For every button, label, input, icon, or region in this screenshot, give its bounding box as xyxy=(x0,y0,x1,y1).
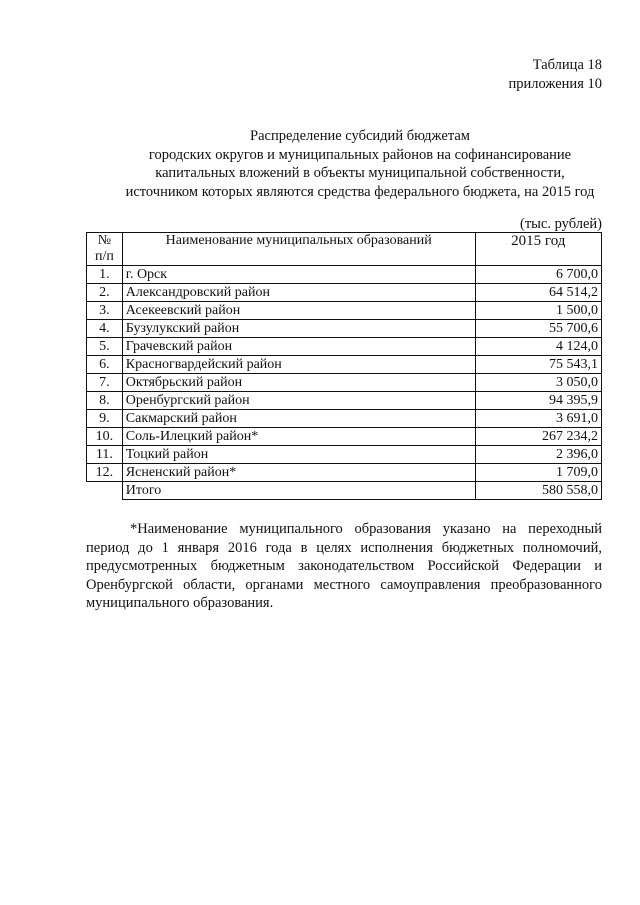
row-name: Оренбургский район xyxy=(122,392,475,410)
title-line-2: городских округов и муниципальных районов на софинансирование xyxy=(148,146,572,163)
row-value: 3 691,0 xyxy=(475,410,601,428)
footnote xyxy=(86,520,602,613)
total-value: 580 558,0 xyxy=(475,482,601,500)
column-header-year: 2015 год xyxy=(475,233,601,266)
title-line-1: Распределение субсидий бюджетам xyxy=(250,128,470,144)
row-name: Ясненский район* xyxy=(122,464,475,482)
units-label: (тыс. рублей) xyxy=(520,216,602,232)
table-row xyxy=(87,446,602,464)
row-value: 6 700,0 xyxy=(475,266,601,284)
row-number: 2. xyxy=(87,284,123,302)
row-number: 11. xyxy=(87,446,123,464)
row-number: 4. xyxy=(87,320,123,338)
column-header-number xyxy=(87,233,123,266)
total-number-cell xyxy=(87,482,123,500)
row-value: 94 395,9 xyxy=(475,392,601,410)
row-value: 1 709,0 xyxy=(475,464,601,482)
row-number: 9. xyxy=(87,410,123,428)
row-number: 10. xyxy=(87,428,123,446)
title-line-3: капитальных вложений в объекты муниципальной собственности, xyxy=(155,165,565,181)
document-title xyxy=(60,127,640,201)
row-name: Бузулукский район xyxy=(122,320,475,338)
table-row xyxy=(87,320,602,338)
row-value: 2 396,0 xyxy=(475,446,601,464)
row-value: 1 500,0 xyxy=(475,302,601,320)
row-name: Асекеевский район xyxy=(122,302,475,320)
row-number: 6. xyxy=(87,356,123,374)
row-value: 75 543,1 xyxy=(475,356,601,374)
table-row xyxy=(87,374,602,392)
table-number: Таблица 18 xyxy=(532,57,602,73)
row-name: г. Орск xyxy=(122,266,475,284)
row-value: 3 050,0 xyxy=(475,374,601,392)
row-name: Грачевский район xyxy=(122,338,475,356)
subsidy-table xyxy=(86,232,602,500)
row-value: 64 514,2 xyxy=(475,284,601,302)
table-header-row xyxy=(87,233,602,266)
table-reference xyxy=(509,56,602,94)
table-row xyxy=(87,302,602,320)
row-value: 55 700,6 xyxy=(475,320,601,338)
title-line-4: источником которых являются средства федерального бюджета, на 2015 год xyxy=(125,183,595,200)
row-name: Октябрьский район xyxy=(122,374,475,392)
column-header-number-line2: п/п xyxy=(94,249,114,264)
row-number: 7. xyxy=(87,374,123,392)
row-number: 12. xyxy=(87,464,123,482)
total-label: Итого xyxy=(122,482,475,500)
table-row xyxy=(87,410,602,428)
row-number: 5. xyxy=(87,338,123,356)
row-value: 267 234,2 xyxy=(475,428,601,446)
appendix-number: приложения 10 xyxy=(508,76,602,92)
table-row xyxy=(87,338,602,356)
table-row xyxy=(87,392,602,410)
row-name: Тоцкий район xyxy=(122,446,475,464)
row-number: 1. xyxy=(87,266,123,284)
row-name: Соль-Илецкий район* xyxy=(122,428,475,446)
column-header-number-line1: № xyxy=(97,233,112,248)
row-name: Красногвардейский район xyxy=(122,356,475,374)
table-row xyxy=(87,356,602,374)
row-value: 4 124,0 xyxy=(475,338,601,356)
row-number: 3. xyxy=(87,302,123,320)
row-number: 8. xyxy=(87,392,123,410)
total-row xyxy=(87,482,602,500)
table-row xyxy=(87,266,602,284)
footnote-text: *Наименование муниципального образования указано на переходный период до 1 января 2016 года в целях исполнения бюджетных полномочий, предусмотренных бюджетным законодательством Российской Федерации и Оренбургской области, органами местного самоуправления преобразованного муниципального образования. xyxy=(86,521,602,611)
row-name: Александровский район xyxy=(122,284,475,302)
table-row xyxy=(87,284,602,302)
table-row xyxy=(87,464,602,482)
table-row xyxy=(87,428,602,446)
row-name: Сакмарский район xyxy=(122,410,475,428)
column-header-name: Наименование муниципальных образований xyxy=(122,233,475,266)
